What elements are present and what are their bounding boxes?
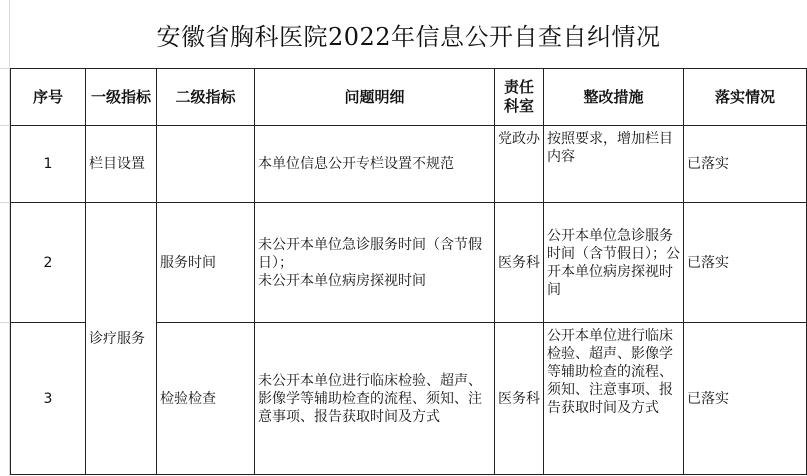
self-inspection-table <box>10 68 807 475</box>
table-row <box>11 126 807 203</box>
cell-measures[interactable]: 公开本单位急诊服务时间（含节假日）；公开本单位病房探视时间 <box>544 203 684 323</box>
header-measures[interactable]: 整改措施 <box>544 69 684 126</box>
cell-issue[interactable]: 未公开本单位进行临床检验、超声、影像学等辅助检查的流程、须知、注意事项、报告获取时间及方式 <box>255 323 495 475</box>
table-header-row <box>11 69 807 126</box>
cell-level2[interactable]: 服务时间 <box>157 203 255 323</box>
cell-index[interactable]: 2 <box>11 203 86 323</box>
cell-measures[interactable]: 按照要求，增加栏目内容 <box>544 126 684 203</box>
cell-issue[interactable]: 本单位信息公开专栏设置不规范 <box>255 126 495 203</box>
gridline <box>0 68 10 69</box>
cell-measures[interactable]: 公开本单位进行临床检验、超声、影像学等辅助检查的流程、须知、注意事项、报告获取时间及方式 <box>544 323 684 475</box>
header-level2[interactable]: 二级指标 <box>157 69 255 126</box>
cell-dept[interactable]: 医务科 <box>495 323 544 475</box>
document-title[interactable]: 安徽省胸科医院2022年信息公开自查自纠情况 <box>156 22 661 51</box>
gridline <box>0 202 10 203</box>
cell-dept[interactable]: 医务科 <box>495 203 544 323</box>
header-level1[interactable]: 一级指标 <box>86 69 157 126</box>
cell-status[interactable]: 已落实 <box>684 203 807 323</box>
cell-status[interactable]: 已落实 <box>684 323 807 475</box>
cell-level2[interactable]: 检验检查 <box>157 323 255 475</box>
cell-index[interactable]: 1 <box>11 126 86 203</box>
gridline <box>0 322 10 323</box>
header-index[interactable]: 序号 <box>11 69 86 126</box>
header-issue[interactable]: 问题明细 <box>255 69 495 126</box>
gridline <box>0 125 10 126</box>
table-row <box>11 203 807 323</box>
header-status[interactable]: 落实情况 <box>684 69 807 126</box>
row-header-gutter <box>0 0 10 476</box>
cell-dept[interactable]: 党政办 <box>495 126 544 203</box>
issue-line: 未公开本单位急诊服务时间（含节假日）； <box>258 236 482 271</box>
cell-level2[interactable] <box>157 126 255 203</box>
header-dept[interactable]: 责任科室 <box>495 69 544 126</box>
cell-level1[interactable]: 栏目设置 <box>86 126 157 203</box>
cell-status[interactable]: 已落实 <box>684 126 807 203</box>
cell-level1-merged[interactable]: 诊疗服务 <box>86 203 157 475</box>
cell-index[interactable]: 3 <box>11 323 86 475</box>
cell-issue[interactable] <box>255 203 495 323</box>
issue-line: 未公开本单位病房探视时间 <box>258 272 426 289</box>
